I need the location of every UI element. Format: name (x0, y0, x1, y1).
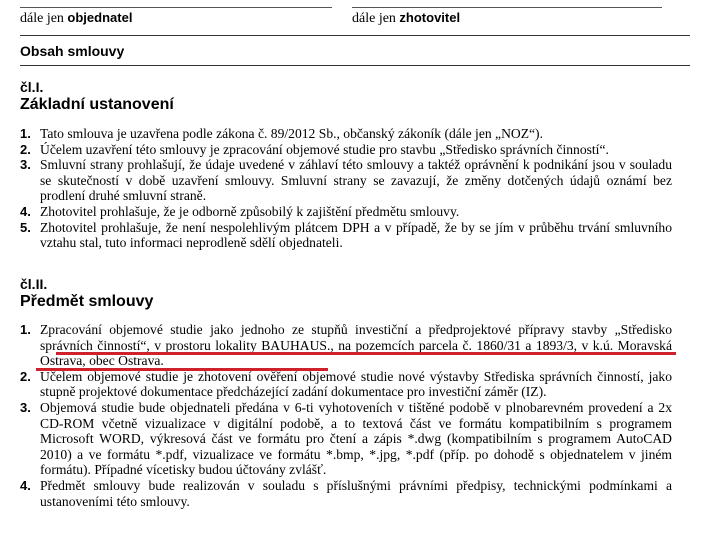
clause-text: Účelem uzavření této smlouvy je zpracování objemové studie pro stavbu „Středisko správních činností“. (40, 141, 609, 157)
clause (20, 204, 672, 220)
clause-number: 1. (20, 126, 31, 141)
divider (20, 65, 690, 66)
clause-text: Tato smlouva je uzavřena podle zákona č. 89/2012 Sb., občanský zákoník (dále jen „NOZ“). (40, 126, 543, 141)
clause-text: Smluvní strany prohlašují, že údaje uvedené v záhlaví této smlouvy a taktéž oprávnění k podnikání jsou v souladu se skutečností v době uzavření smlouvy. Smluvní strany se zavazují, že změny dotčených údajů oznámí bez prodlení druhé smluvní straně. (40, 157, 672, 204)
clause (20, 142, 672, 158)
party-objednatel (20, 10, 132, 27)
clause (20, 322, 672, 369)
clause (20, 369, 672, 400)
clause-text: Zhotovitel prohlašuje, že je odborně způsobilý k zajištění předmětu smlouvy. (40, 203, 460, 219)
article-1-clauses (20, 126, 672, 251)
highlight-underline (36, 368, 328, 371)
clause (20, 126, 672, 142)
article-number: čl.I. (20, 79, 44, 95)
highlight-underline (56, 352, 676, 355)
clause-number: 3. (20, 157, 31, 173)
article-2-clauses (20, 322, 672, 509)
party-zhotovitel (352, 10, 460, 27)
section-title: Obsah smlouvy (20, 43, 125, 59)
clause-number: 3. (20, 399, 31, 415)
clause-text: Zhotovitel prohlašuje, že není nespolehlivým plátcem DPH a v případě, že by se jím v průběhu trvání smluvního vztahu stal, tuto informaci neprodleně sdělí objednateli. (40, 219, 672, 251)
clause (20, 400, 672, 478)
clause-number: 5. (20, 219, 31, 235)
clause-number: 2. (20, 141, 31, 157)
clause (20, 478, 672, 509)
party-label: zhotovitel (399, 10, 461, 25)
article-number: čl.II. (20, 276, 48, 292)
clause-text: Účelem objemové studie je zhotovení ověření objemové studie nové výstavby Střediska správních činností, jako stupně projektové dokumentace předcházející zadání dokumentace pro investiční záměr (IZ). (40, 368, 672, 400)
article-title: Základní ustanovení (20, 96, 174, 113)
clause-number: 4. (20, 203, 31, 219)
party-label: objednatel (67, 10, 133, 25)
signature-line-right (352, 7, 662, 8)
article-title: Předmět smlouvy (20, 293, 154, 310)
clause-number: 4. (20, 477, 31, 493)
signature-line-left (20, 7, 332, 8)
clause-text: Předmět smlouvy bude realizován v souladu s příslušnými právními předpisy, technickými podmínkami a ustanoveními této smlouvy. (40, 477, 672, 509)
clause-text: Objemová studie bude objednateli předána v 6-ti vyhotoveních v tištěné podobě v plnobarevném provedení a 2x CD-ROM včetně vizualizace v digitální podobě, a to textová část ve formátu kompatibilním s programem Microsoft WORD, výkresová část ve formátu pro čtení a zápis *.dwg (kompatibilním s programem AutoCAD 2010) a ve formátu *.pdf, vizualizace ve formátu *.bmp, *.jpg, *.pdf (příp. po dohodě s objednatelem v jiném formátu). Případné vícetisky budou účtovány zvlášť. (40, 399, 672, 478)
party-prefix: dále jen (20, 11, 64, 26)
clause (20, 220, 672, 251)
party-prefix: dále jen (352, 11, 396, 26)
clause-number: 1. (20, 322, 31, 337)
divider (20, 35, 690, 36)
clause-text: Zpracování objemové studie jako jednoho ze stupňů investiční a předprojektové přípravy stavby „Středisko správních činností“, v prostoru lokality BAUHAUS., na pozemcích parcela č. 1860/31 a 1893/3, v k.ú. Moravská Ostrava, obec Ostrava. (40, 322, 672, 369)
clause (20, 157, 672, 204)
clause-number: 2. (20, 368, 31, 384)
